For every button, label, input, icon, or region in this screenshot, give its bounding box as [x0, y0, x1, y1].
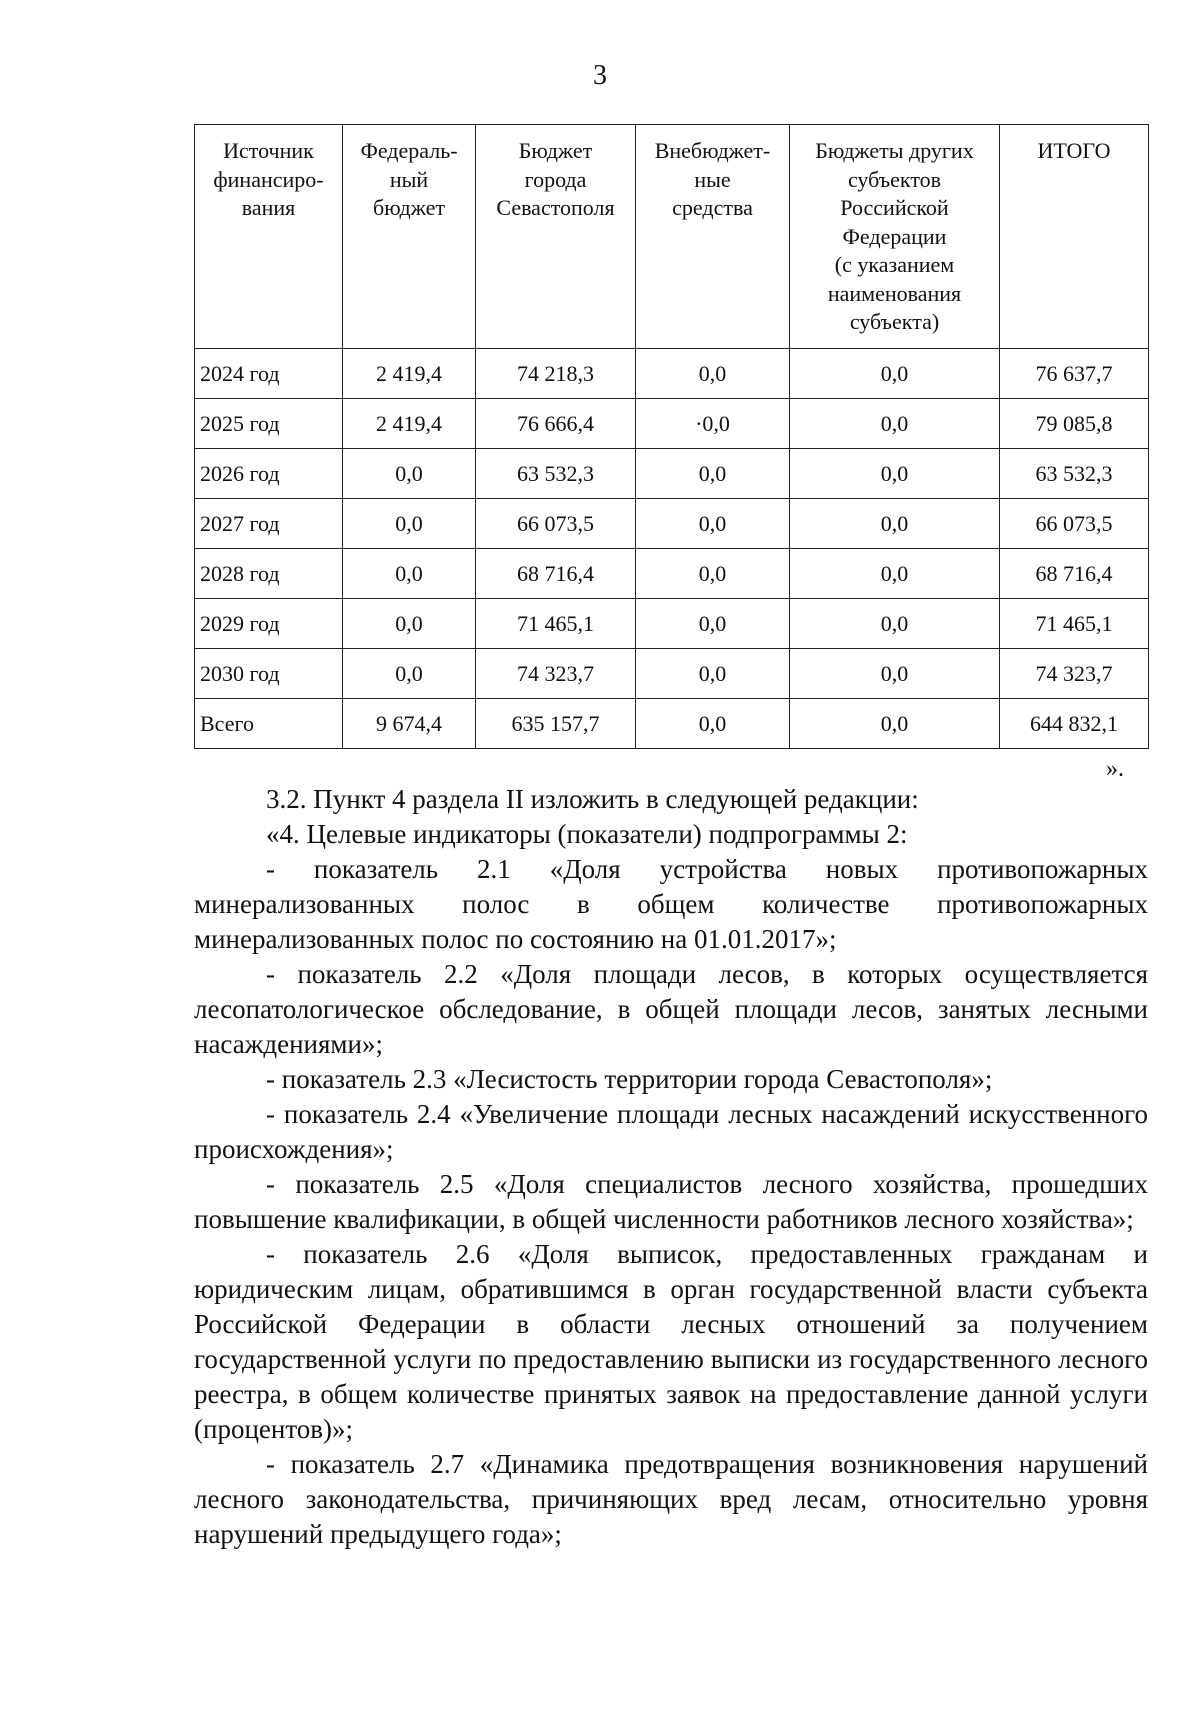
header-total: ИТОГО: [1000, 125, 1149, 349]
paragraph-indicator-2-2: - показатель 2.2 «Доля площади лесов, в которых осуществляется лесопатологическое обследование, в общей площади лесов, занятых лесными насаждениями»;: [194, 959, 1148, 1059]
other-cell: 0,0: [790, 599, 1000, 649]
other-cell: 0,0: [790, 549, 1000, 599]
total-cell: 66 073,5: [1000, 499, 1149, 549]
federal-cell: 2 419,4: [343, 349, 476, 399]
total-label-cell: Всего: [195, 699, 343, 749]
extra-cell: 0,0: [636, 649, 790, 699]
table-row: [195, 649, 1149, 699]
extra-cell: ·0,0: [636, 399, 790, 449]
year-cell: 2029 год: [195, 599, 343, 649]
year-cell: 2025 год: [195, 399, 343, 449]
other-cell: 0,0: [790, 349, 1000, 399]
table-row: [195, 449, 1149, 499]
other-cell: 0,0: [790, 699, 1000, 749]
federal-cell: 0,0: [343, 649, 476, 699]
extra-cell: 0,0: [636, 599, 790, 649]
table-row-total: [195, 699, 1149, 749]
year-cell: 2027 год: [195, 499, 343, 549]
federal-cell: 0,0: [343, 599, 476, 649]
total-cell: 79 085,8: [1000, 399, 1149, 449]
city-cell: 76 666,4: [476, 399, 636, 449]
page-number: 3: [593, 60, 607, 91]
federal-cell: 0,0: [343, 499, 476, 549]
financing-table: [194, 124, 1149, 749]
other-cell: 0,0: [790, 399, 1000, 449]
city-cell: 66 073,5: [476, 499, 636, 549]
table-row: [195, 499, 1149, 549]
year-cell: 2030 год: [195, 649, 343, 699]
header-federal: Федераль- ный бюджет: [343, 125, 476, 349]
paragraph-targets-heading: «4. Целевые индикаторы (показатели) подпрограммы 2:: [266, 819, 908, 849]
paragraph-indicator-2-3: - показатель 2.3 «Лесистость территории города Севастополя»;: [266, 1064, 993, 1094]
city-cell: 63 532,3: [476, 449, 636, 499]
extra-cell: 0,0: [636, 449, 790, 499]
city-cell: 71 465,1: [476, 599, 636, 649]
table-row: [195, 349, 1149, 399]
year-cell: 2024 год: [195, 349, 343, 399]
extra-cell: 0,0: [636, 699, 790, 749]
header-other-subjects: Бюджеты других субъектов Российской Федерации (с указанием наименования субъекта): [790, 125, 1000, 349]
city-cell: 74 218,3: [476, 349, 636, 399]
federal-cell: 2 419,4: [343, 399, 476, 449]
paragraph-section-heading: 3.2. Пункт 4 раздела II изложить в следующей редакции:: [266, 784, 919, 814]
header-source: Источник финансиро- вания: [195, 125, 343, 349]
paragraph-indicator-2-4: - показатель 2.4 «Увеличение площади лесных насаждений искусственного происхождения»;: [194, 1099, 1148, 1164]
paragraph-indicator-2-6: - показатель 2.6 «Доля выписок, предоставленных гражданам и юридическим лицам, обратившимся в орган государственной власти субъекта Российской Федерации в области лесных отношений за получением государственной услуги по предоставлению выписки из государственного лесного реестра, в общем количестве принятых заявок на предоставление данной услуги (процентов)»;: [194, 1239, 1148, 1444]
other-cell: 0,0: [790, 449, 1000, 499]
city-cell: 68 716,4: [476, 549, 636, 599]
document-body: [194, 782, 1148, 1552]
table-row: [195, 549, 1149, 599]
total-cell: 76 637,7: [1000, 349, 1149, 399]
closing-quote: ».: [1106, 756, 1124, 782]
extra-cell: 0,0: [636, 349, 790, 399]
total-cell: 63 532,3: [1000, 449, 1149, 499]
federal-cell: 0,0: [343, 549, 476, 599]
header-extrabudgetary: Внебюджет- ные средства: [636, 125, 790, 349]
header-city-budget: Бюджет города Севастополя: [476, 125, 636, 349]
total-cell: 68 716,4: [1000, 549, 1149, 599]
other-cell: 0,0: [790, 499, 1000, 549]
federal-cell: 9 674,4: [343, 699, 476, 749]
table-row: [195, 399, 1149, 449]
total-cell: 71 465,1: [1000, 599, 1149, 649]
table-header-row: [195, 125, 1149, 349]
paragraph-indicator-2-1: - показатель 2.1 «Доля устройства новых противопожарных минерализованных полос в общем количестве противопожарных минерализованных полос по состоянию на 01.01.2017»;: [194, 854, 1148, 954]
year-cell: 2028 год: [195, 549, 343, 599]
total-cell: 644 832,1: [1000, 699, 1149, 749]
table-row: [195, 599, 1149, 649]
extra-cell: 0,0: [636, 499, 790, 549]
extra-cell: 0,0: [636, 549, 790, 599]
year-cell: 2026 год: [195, 449, 343, 499]
total-cell: 74 323,7: [1000, 649, 1149, 699]
city-cell: 635 157,7: [476, 699, 636, 749]
federal-cell: 0,0: [343, 449, 476, 499]
paragraph-indicator-2-7: - показатель 2.7 «Динамика предотвращения возникновения нарушений лесного законодательства, причиняющих вред лесам, относительно уровня нарушений предыдущего года»;: [194, 1449, 1148, 1549]
city-cell: 74 323,7: [476, 649, 636, 699]
other-cell: 0,0: [790, 649, 1000, 699]
paragraph-indicator-2-5: - показатель 2.5 «Доля специалистов лесного хозяйства, прошедших повышение квалификации, в общей численности работников лесного хозяйства»;: [194, 1169, 1148, 1234]
